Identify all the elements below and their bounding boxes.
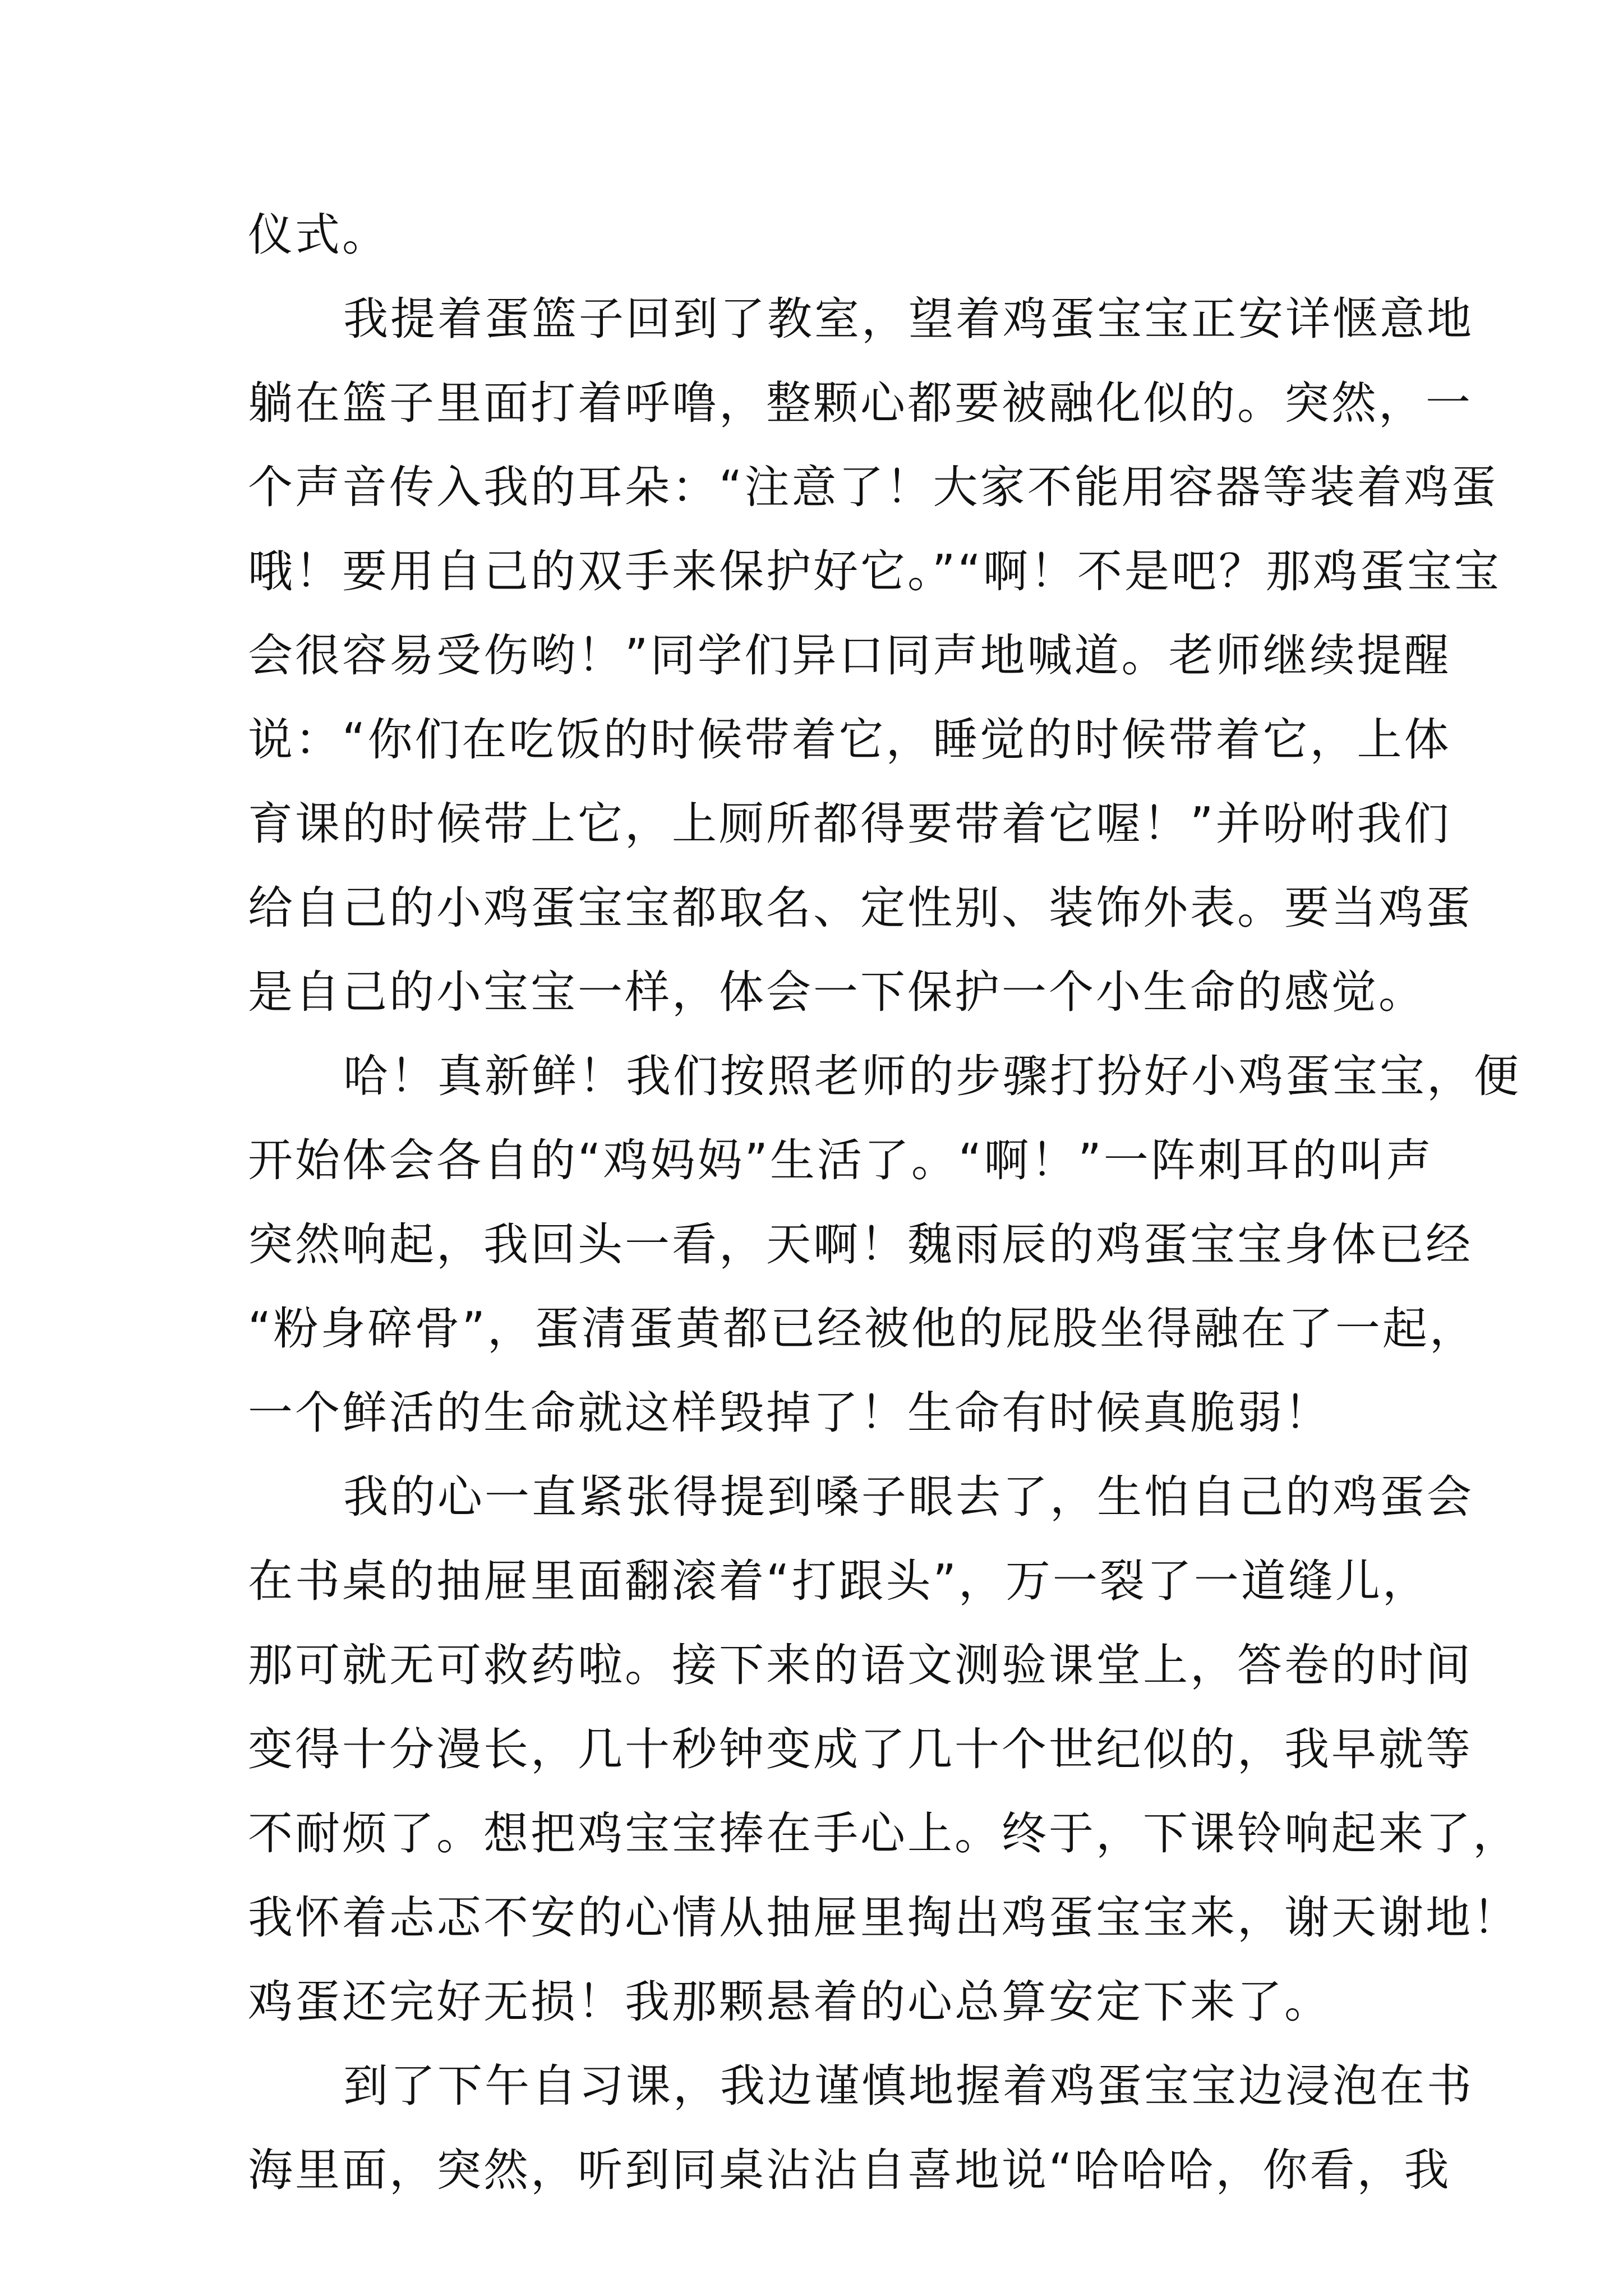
- text-line: 开始体会各自的“鸡妈妈”生活了。“啊！”一阵刺耳的叫声: [248, 1134, 1433, 1186]
- text-line: “粉身碎骨”，蛋清蛋黄都已经被他的屁股坐得融在了一起，: [248, 1303, 1477, 1355]
- text-line: 那可就无可救药啦。接下来的语文测验课堂上，答卷的时间: [248, 1639, 1473, 1691]
- text-line: 变得十分漫长，几十秒钟变成了几十个世纪似的，我早就等: [248, 1723, 1473, 1775]
- text-line: 哦！要用自己的双手来保护好它。”“啊！不是吧？那鸡蛋宝宝: [248, 545, 1501, 597]
- text-line: 说：“你们在吃饭的时候带着它，睡觉的时候带着它，上体: [248, 714, 1451, 766]
- text-line: 个声音传入我的耳朵：“注意了！大家不能用容器等装着鸡蛋: [248, 461, 1498, 513]
- body-text: [248, 193, 1521, 2212]
- text-line: 会很容易受伤哟！”同学们异口同声地喊道。老师继续提醒: [248, 629, 1451, 682]
- text-line: 我怀着忐忑不安的心情从抽屉里掏出鸡蛋宝宝来，谢天谢地！: [248, 1892, 1520, 1944]
- paragraph-start-line: 我提着蛋篮子回到了教室，望着鸡蛋宝宝正安详惬意地: [343, 293, 1474, 345]
- paragraph-start-line: 到了下午自习课，我边谨慎地握着鸡蛋宝宝边浸泡在书: [343, 2060, 1474, 2112]
- text-line: 不耐烦了。想把鸡宝宝捧在手心上。终于，下课铃响起来了，: [248, 1807, 1520, 1860]
- text-line: 躺在篮子里面打着呼噜，整颗心都要被融化似的。突然，一: [248, 377, 1473, 429]
- text-line: 仪式。: [248, 209, 389, 261]
- paragraph-start-line: 哈！真新鲜！我们按照老师的步骤打扮好小鸡蛋宝宝，便: [343, 1050, 1521, 1102]
- paragraph-start-line: 我的心一直紧张得提到嗓子眼去了，生怕自己的鸡蛋会: [343, 1471, 1474, 1523]
- text-line: 海里面，突然，听到同桌沾沾自喜地说“哈哈哈，你看，我: [248, 2144, 1451, 2196]
- text-line: 是自己的小宝宝一样，体会一下保护一个小生命的感觉。: [248, 966, 1426, 1018]
- text-line: 鸡蛋还完好无损！我那颗悬着的心总算安定下来了。: [248, 1976, 1331, 2028]
- text-line: 一个鲜活的生命就这样毁掉了！生命有时候真脆弱！: [248, 1387, 1331, 1439]
- text-line: 突然响起，我回头一看，天啊！魏雨辰的鸡蛋宝宝身体已经: [248, 1218, 1473, 1271]
- text-line: 育课的时候带上它，上厕所都得要带着它喔！”并吩咐我们: [248, 798, 1451, 850]
- text-line: 给自己的小鸡蛋宝宝都取名、定性别、装饰外表。要当鸡蛋: [248, 882, 1473, 934]
- text-line: 在书桌的抽屉里面翻滚着“打跟头”，万一裂了一道缝儿，: [248, 1555, 1430, 1607]
